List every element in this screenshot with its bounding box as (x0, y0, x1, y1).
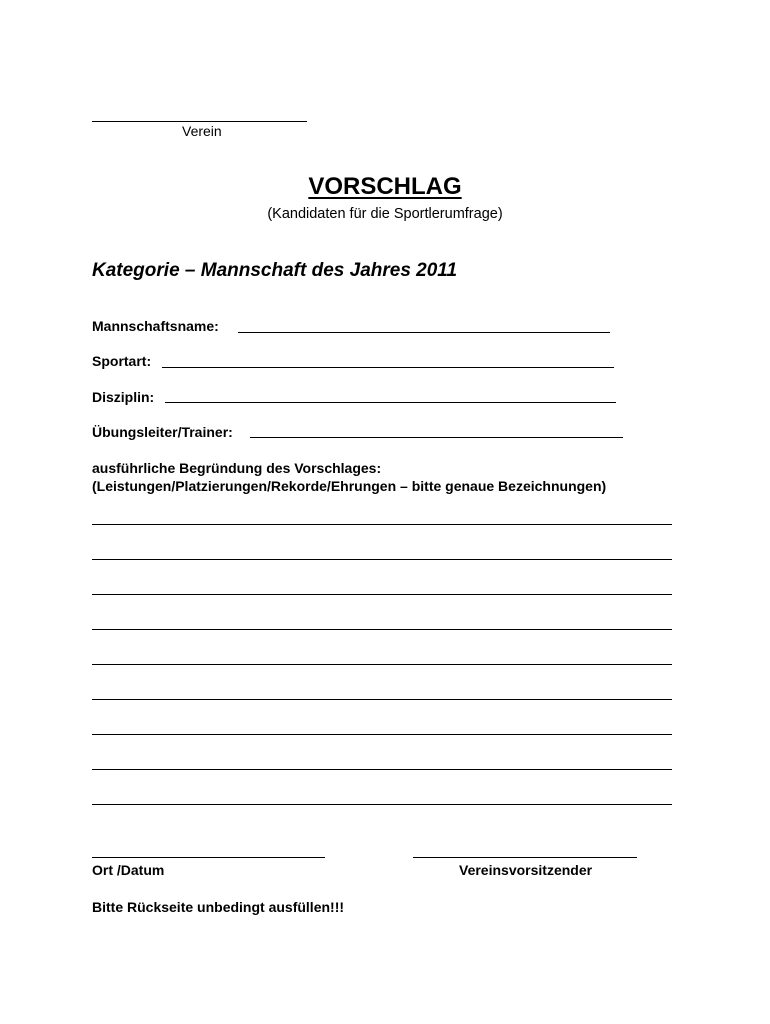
reason-writing-line[interactable] (92, 559, 672, 560)
page-title-text: VORSCHLAG (308, 173, 462, 200)
reason-writing-line[interactable] (92, 699, 672, 700)
verein-line[interactable] (92, 121, 307, 122)
reason-heading (92, 459, 606, 495)
field-line-sportart[interactable] (162, 367, 614, 368)
reason-writing-line[interactable] (92, 629, 672, 630)
reason-writing-line[interactable] (92, 804, 672, 805)
chairman-signature-line[interactable] (413, 857, 637, 858)
verein-label: Verein (182, 123, 222, 139)
page-title (0, 173, 770, 201)
category-heading: Kategorie – Mannschaft des Jahres 2011 (92, 260, 458, 281)
field-line-uebungsleiter[interactable] (250, 437, 623, 438)
field-label-sportart: Sportart: (92, 353, 152, 369)
reason-writing-line[interactable] (92, 524, 672, 525)
chairman-label: Vereinsvorsitzender (459, 862, 593, 878)
field-line-disziplin[interactable] (165, 402, 616, 403)
field-line-mannschaftsname[interactable] (238, 332, 610, 333)
field-label-mannschaftsname: Mannschaftsname: (92, 318, 219, 334)
field-label-uebungsleiter: Übungsleiter/Trainer: (92, 424, 233, 440)
field-label-disziplin: Disziplin: (92, 389, 155, 405)
footer-note: Bitte Rückseite unbedingt ausfüllen!!! (92, 899, 345, 915)
reason-writing-line[interactable] (92, 769, 672, 770)
reason-writing-line[interactable] (92, 594, 672, 595)
reason-line-1: ausführliche Begründung des Vorschlages: (92, 460, 382, 476)
date-label: Ort /Datum (92, 862, 165, 878)
reason-writing-line[interactable] (92, 734, 672, 735)
date-signature-line[interactable] (92, 857, 325, 858)
reason-line-2: (Leistungen/Platzierungen/Rekorde/Ehrungen – bitte genaue Bezeichnungen) (92, 478, 607, 494)
reason-writing-line[interactable] (92, 664, 672, 665)
page-subtitle: (Kandidaten für die Sportlerumfrage) (267, 206, 503, 222)
